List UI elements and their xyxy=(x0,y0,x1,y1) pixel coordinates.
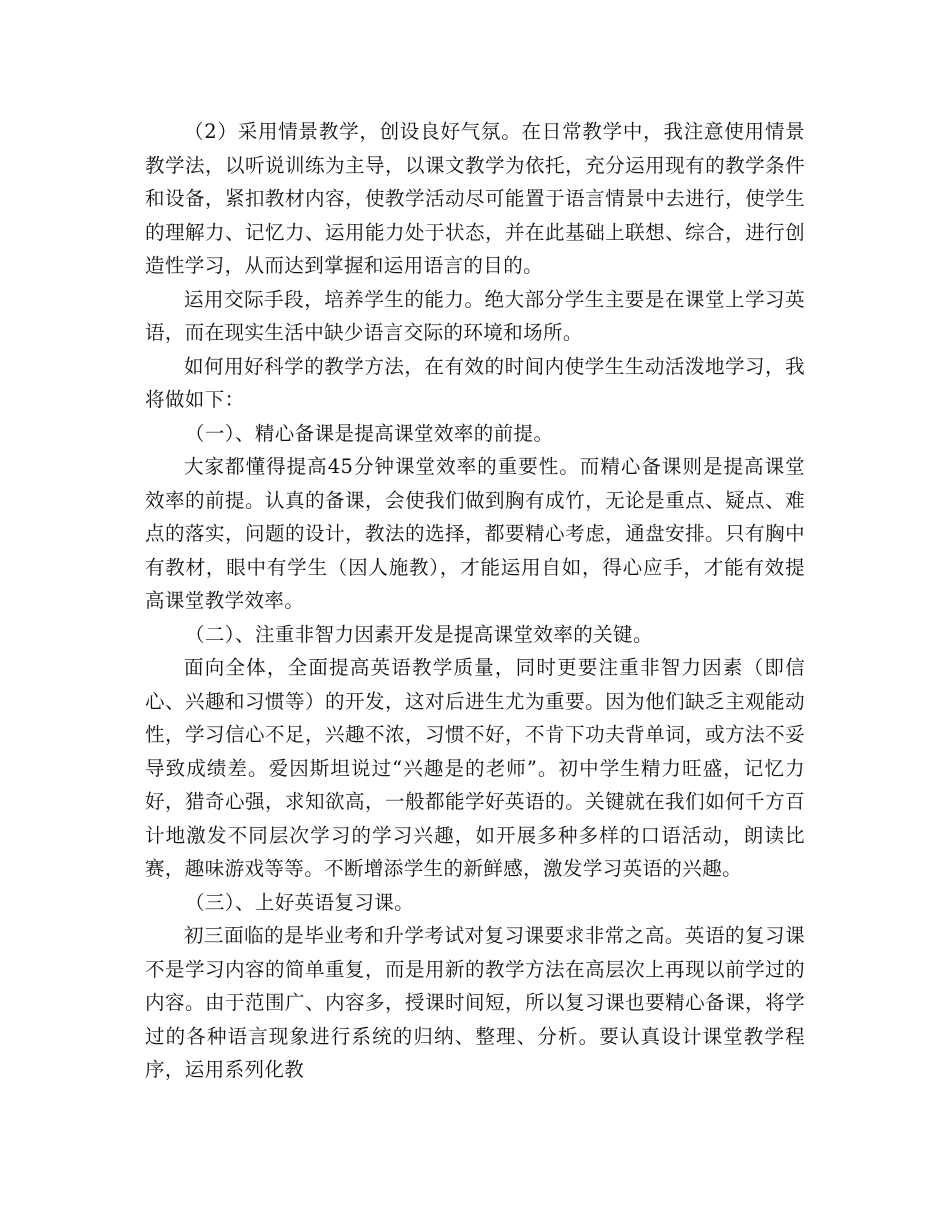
section-heading-2: （二）、注重非智力因素开发是提高课堂效率的关键。 xyxy=(185,622,653,646)
paragraph-methods-intro: 如何用好科学的教学方法，在有效的时间内使学生生动活泼地学习，我将做如下： xyxy=(145,354,805,411)
paragraph-non-intellectual-factors: 面向全体，全面提高英语教学质量，同时更要注重非智力因素（即信心、兴趣和习惯等）的开发，这对后进生尤为重要。因为他们缺乏主观能动性，学习信心不足，兴趣不浓，习惯不好，不肯下功夫背单词，或方法不妥导致成绩差。爱因斯坦说过“兴趣是的老师”。初中学生精力旺盛，记忆力好，猎奇心强，求知欲高，一般都能学好英语的。关键就在我们如何千方百计地激发不同层次学习的学习兴趣，如开展多种多样的口语活动，朗读比赛，趣味游戏等等。不断增添学生的新鲜感，激发学习英语的兴趣。 xyxy=(145,656,805,880)
paragraph-communication: 运用交际手段，培养学生的能力。绝大部分学生主要是在课堂上学习英语，而在现实生活中缺少语言交际的环境和场所。 xyxy=(145,287,805,344)
paragraph-situational-teaching: （2）采用情景教学，创设良好气氛。在日常教学中，我注意使用情景教学法，以听说训练为主导，以课文教学为依托，充分运用现有的教学条件和设备，紧扣教材内容，使教学活动尽可能置于语言情景中去进行，使学生的理解力、记忆力、运用能力处于状态，并在此基础上联想、综合，进行创造性学习，从而达到掌握和运用语言的目的。 xyxy=(145,120,805,277)
paragraph-review-class: 初三面临的是毕业考和升学考试对复习课要求非常之高。英语的复习课不是学习内容的简单重复，而是用新的教学方法在高层次上再现以前学过的内容。由于范围广、内容多，授课时间短，所以复习课也要精心备课，将学过的各种语言现象进行系统的归纳、整理、分析。要认真设计课堂教学程序，运用系列化教 xyxy=(145,924,805,1081)
section-heading-1: （一）、精心备课是提高课堂效率的前提。 xyxy=(185,421,554,445)
section-heading-3: （三）、上好英语复习课。 xyxy=(185,890,415,914)
paragraph-lesson-prep: 大家都懂得提高45分钟课堂效率的重要性。而精心备课则是提高课堂效率的前提。认真的备课，会使我们做到胸有成竹，无论是重点、疑点、难点的落实，问题的设计，教法的选择，都要精心考虑，通盘安排。只有胸中有教材，眼中有学生（因人施教），才能运用自如，得心应手，才能有效提高课堂教学效率。 xyxy=(145,455,805,612)
document-body xyxy=(145,115,805,1087)
